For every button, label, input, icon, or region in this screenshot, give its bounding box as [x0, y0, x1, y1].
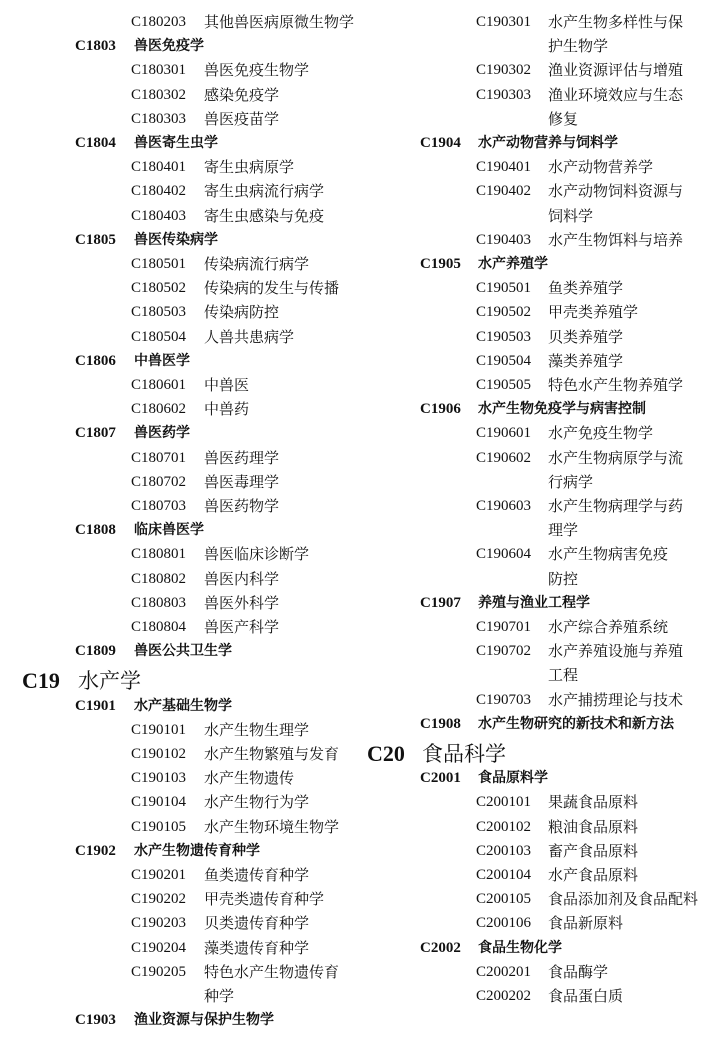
- item-name: 寄生虫病原学: [204, 158, 295, 177]
- item-name: 兽医外科学: [204, 593, 280, 612]
- item-code: C180402: [131, 183, 187, 200]
- item-name: 寄生虫病流行病学: [204, 182, 325, 201]
- item-name: 粮油食品原料: [548, 817, 639, 836]
- item-code: C190102: [131, 746, 187, 762]
- item-name: 甲壳类遗传育种学: [204, 890, 325, 909]
- item-code: C180302: [131, 86, 187, 103]
- item-code: C2001: [420, 770, 461, 787]
- item-code: C200104: [476, 867, 532, 883]
- item-name: 寄生虫感染与免疫: [204, 206, 325, 225]
- item-name: 渔业环境效应与生态: [548, 85, 684, 104]
- item-name: 水产生物多样性与保: [548, 13, 684, 31]
- item-code: C190303: [476, 86, 532, 103]
- item-name: 养殖与渔业工程学: [478, 594, 590, 611]
- item-code: C2002: [420, 939, 461, 956]
- item-code: C1903: [75, 1012, 116, 1029]
- item-code: C1902: [75, 842, 116, 859]
- item-code: C190105: [131, 818, 187, 835]
- item-name: 传染病流行病学: [204, 255, 310, 273]
- item-name: 中兽药: [204, 400, 250, 419]
- item-code: C190602: [476, 449, 532, 466]
- item-name: 水产生物病理学与药: [548, 497, 684, 515]
- item-code: C190201: [131, 867, 187, 883]
- item-code: C190502: [476, 304, 532, 321]
- item-name: 人兽共患病学: [204, 327, 295, 346]
- item-code: C180703: [131, 498, 187, 514]
- item-name: 水产生物环境生物学: [204, 817, 340, 836]
- item-name: 贝类遗传育种学: [204, 914, 310, 933]
- item-name: 水产养殖学: [478, 256, 548, 272]
- item-name: 水产基础生物学: [134, 697, 232, 714]
- item-name: 水产养殖设施与养殖: [548, 642, 684, 661]
- item-code: C190402: [476, 183, 532, 200]
- item-code: C200202: [476, 988, 532, 1004]
- item-name: 水产捕捞理论与技术: [548, 690, 684, 709]
- item-code: C180501: [131, 256, 187, 272]
- item-code: C190501: [476, 280, 532, 297]
- item-name-continuation: 护生物学: [548, 37, 609, 56]
- item-name: 食品酶学: [548, 962, 609, 981]
- item-name: 水产动物饲料资源与: [548, 182, 684, 201]
- item-code: C1907: [420, 594, 461, 611]
- item-name: 水产生物免疫学与病害控制: [478, 401, 646, 418]
- item-code: C200103: [476, 842, 532, 859]
- item-name: 食品科学: [422, 742, 506, 766]
- item-name: 传染病防控: [204, 303, 280, 322]
- item-code: C180401: [131, 159, 187, 176]
- item-code: C190403: [476, 231, 532, 248]
- item-code: C190703: [476, 691, 532, 708]
- item-code: C200102: [476, 818, 532, 835]
- item-name: 特色水产生物遗传育: [204, 962, 340, 981]
- item-code: C180503: [131, 304, 187, 321]
- item-code: C1908: [420, 715, 461, 732]
- item-code: C1906: [420, 401, 461, 418]
- item-name: 感染免疫学: [204, 85, 280, 104]
- item-name-continuation: 饲料学: [548, 206, 594, 225]
- item-name: 兽医产科学: [204, 618, 280, 636]
- item-code: C180802: [131, 570, 187, 587]
- item-name: 水产生物遗传育种学: [134, 842, 260, 859]
- item-code: C200101: [476, 794, 532, 811]
- item-code: C1807: [75, 425, 116, 442]
- item-name: 鱼类养殖学: [548, 279, 624, 298]
- item-name: 渔业资源评估与增殖: [548, 61, 684, 80]
- item-name: 果蔬食品原料: [548, 793, 639, 812]
- item-name-continuation: 行病学: [548, 472, 594, 491]
- item-name: 甲壳类养殖学: [548, 303, 639, 322]
- item-code: C190103: [131, 770, 187, 787]
- item-name: 兽医寄生虫学: [134, 135, 218, 151]
- item-name-continuation: 修复: [548, 109, 579, 128]
- item-name: 兽医毒理学: [204, 472, 280, 491]
- item-code: C190301: [476, 14, 532, 30]
- item-name: 鱼类遗传育种学: [204, 866, 310, 884]
- item-code: C190203: [131, 915, 187, 932]
- item-name: 水产动物营养与饲料学: [478, 135, 618, 151]
- item-name: 贝类养殖学: [548, 327, 624, 346]
- item-code: C20: [367, 741, 405, 766]
- item-name: 特色水产生物养殖学: [548, 376, 684, 394]
- item-code: C190205: [131, 963, 187, 980]
- item-name: 食品新原料: [548, 914, 624, 933]
- item-code: C200201: [476, 963, 532, 980]
- item-name: 兽医疫苗学: [204, 109, 280, 128]
- item-code: C1904: [420, 135, 461, 151]
- item-name: 兽医药理学: [204, 448, 280, 467]
- item-name: 传染病的发生与传播: [204, 279, 340, 298]
- item-code: C1803: [75, 38, 116, 55]
- item-name: 兽医内科学: [204, 569, 280, 588]
- item-code: C190504: [476, 352, 532, 369]
- item-name-continuation: 种学: [204, 986, 235, 1005]
- item-code: C1905: [420, 256, 461, 272]
- item-code: C180504: [131, 328, 187, 345]
- item-code: C200106: [476, 915, 532, 932]
- item-code: C1805: [75, 231, 116, 248]
- item-name: 水产生物繁殖与发育: [204, 745, 340, 763]
- item-name: 水产生物生理学: [204, 720, 310, 739]
- item-name: 藻类遗传育种学: [204, 938, 310, 957]
- item-code: C190603: [476, 498, 532, 514]
- item-name: 其他兽医病原微生物学: [204, 13, 355, 31]
- item-name: 水产综合养殖系统: [548, 618, 669, 636]
- item-name: 水产生物饵料与培养: [548, 230, 684, 249]
- item-code: C1808: [75, 522, 116, 539]
- item-code: C190503: [476, 328, 532, 345]
- item-code: C190701: [476, 619, 532, 635]
- item-name: 兽医免疫生物学: [204, 61, 310, 80]
- item-name: 食品原料学: [478, 770, 548, 787]
- item-name: 水产动物营养学: [548, 158, 654, 177]
- item-code: C190702: [476, 643, 532, 660]
- item-code: C180203: [131, 14, 187, 30]
- item-code: C180301: [131, 62, 187, 79]
- item-name: 兽医传染病学: [134, 231, 218, 248]
- item-code: C190601: [476, 425, 532, 442]
- item-code: C190101: [131, 721, 187, 738]
- item-code: C180701: [131, 449, 187, 466]
- item-name: 食品蛋白质: [548, 987, 624, 1005]
- item-code: C190505: [476, 377, 532, 393]
- item-name-continuation: 防控: [548, 569, 579, 588]
- item-name: 食品生物化学: [478, 939, 562, 956]
- item-code: C180403: [131, 207, 187, 224]
- item-code: C180601: [131, 377, 187, 393]
- item-code: C1806: [75, 352, 116, 369]
- item-name: 水产生物遗传: [204, 769, 295, 788]
- item-code: C180502: [131, 280, 187, 297]
- item-name: 水产生物研究的新技术和新方法: [478, 715, 674, 732]
- item-name: 畜产食品原料: [548, 841, 639, 860]
- item-name: 兽医免疫学: [134, 38, 204, 55]
- item-code: C180602: [131, 401, 187, 418]
- item-name: 兽医公共卫生学: [134, 643, 232, 660]
- item-code: C180801: [131, 546, 187, 563]
- item-code: C180804: [131, 619, 187, 635]
- item-name: 水产生物病原学与流: [548, 448, 684, 467]
- item-code: C190204: [131, 939, 187, 956]
- item-code: C1804: [75, 135, 116, 151]
- item-code: C200105: [476, 891, 532, 908]
- item-name: 兽医药物学: [204, 497, 280, 515]
- item-name: 临床兽医学: [134, 522, 204, 539]
- item-code: C19: [22, 668, 60, 694]
- item-code: C190104: [131, 794, 187, 811]
- item-name: 兽医临床诊断学: [204, 545, 310, 564]
- item-name: 水产生物病害免疫: [548, 545, 669, 564]
- item-name: 渔业资源与保护生物学: [134, 1012, 274, 1029]
- item-code: C180702: [131, 473, 187, 490]
- item-name: 兽医药学: [134, 425, 190, 442]
- item-name: 藻类养殖学: [548, 351, 624, 370]
- item-name: 水产免疫生物学: [548, 424, 654, 443]
- item-code: C1901: [75, 697, 116, 714]
- item-name-continuation: 理学: [548, 521, 579, 540]
- item-code: C190302: [476, 62, 532, 79]
- item-name: 水产食品原料: [548, 866, 639, 884]
- item-code: C180303: [131, 110, 187, 127]
- item-name: 水产学: [78, 669, 141, 694]
- item-name: 中兽医学: [134, 352, 190, 369]
- item-code: C1809: [75, 643, 116, 660]
- item-code: C190202: [131, 891, 187, 908]
- item-code: C190401: [476, 159, 532, 176]
- item-code: C190604: [476, 546, 532, 563]
- item-code: C180803: [131, 594, 187, 611]
- item-name-continuation: 工程: [548, 666, 579, 685]
- item-name: 水产生物行为学: [204, 793, 310, 812]
- item-name: 中兽医: [204, 376, 250, 394]
- item-name: 食品添加剂及食品配料: [548, 890, 699, 909]
